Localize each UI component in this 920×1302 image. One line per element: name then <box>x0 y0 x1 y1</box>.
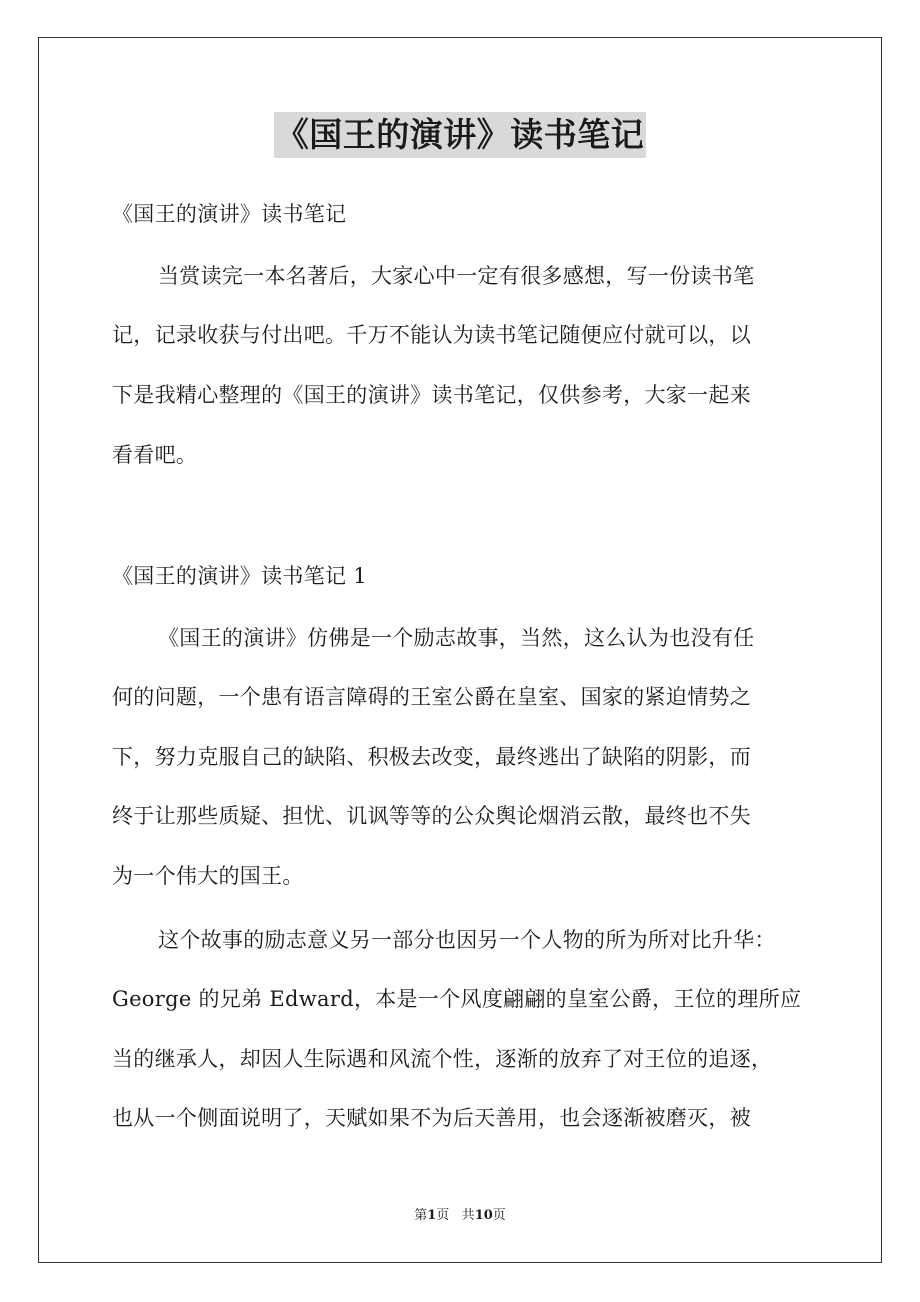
page-footer <box>0 1207 920 1225</box>
paragraph-line: 何的问题，一个患有语言障碍的王室公爵在皇室、国家的紧迫情势之 <box>112 685 751 709</box>
footer-prefix: 第 <box>414 1208 428 1223</box>
current-page-number: 1 <box>427 1208 437 1223</box>
document-title <box>0 112 920 158</box>
paragraph-line: 看看吧。 <box>112 443 198 467</box>
total-pages-number: 10 <box>474 1208 493 1223</box>
paragraph-line: 也从一个侧面说明了，天赋如果不为后天善用，也会逐渐被磨灭，被 <box>112 1106 751 1130</box>
footer-total-suffix: 页 <box>492 1208 506 1223</box>
paragraph-line: 为一个伟大的国王。 <box>112 864 304 888</box>
paragraph-line: George 的兄弟 Edward，本是一个风度翩翩的皇室公爵，王位的理所应 <box>112 987 802 1011</box>
paragraph-line: 当赏读完一本名著后，大家心中一定有很多感想，写一份读书笔 <box>158 264 755 288</box>
footer-total-prefix: 共 <box>461 1208 475 1223</box>
paragraph-line: 下，努力克服自己的缺陷、积极去改变，最终逃出了缺陷的阴影，而 <box>112 745 751 769</box>
subtitle-line: 《国王的演讲》读书笔记 <box>112 202 347 226</box>
paragraph-line: 下是我精心整理的《国王的演讲》读书笔记，仅供参考，大家一起来 <box>112 383 751 407</box>
footer-page-word: 页 <box>436 1208 450 1223</box>
paragraph-line: 《国王的演讲》仿佛是一个励志故事，当然，这么认为也没有任 <box>158 626 755 650</box>
document-title-text: 《国王的演讲》读书笔记 <box>274 112 647 158</box>
paragraph-line: 当的继承人，却因人生际遇和风流个性，逐渐的放弃了对王位的追逐， <box>112 1047 773 1071</box>
paragraph-line: 这个故事的励志意义另一部分也因另一个人物的所为所对比升华： <box>158 928 776 952</box>
paragraph-line: 终于让那些质疑、担忧、讥讽等等的公众舆论烟消云散，最终也不失 <box>112 804 751 828</box>
section-heading: 《国王的演讲》读书笔记 1 <box>112 564 367 588</box>
paragraph-line: 记，记录收获与付出吧。千万不能认为读书笔记随便应付就可以，以 <box>112 323 751 347</box>
